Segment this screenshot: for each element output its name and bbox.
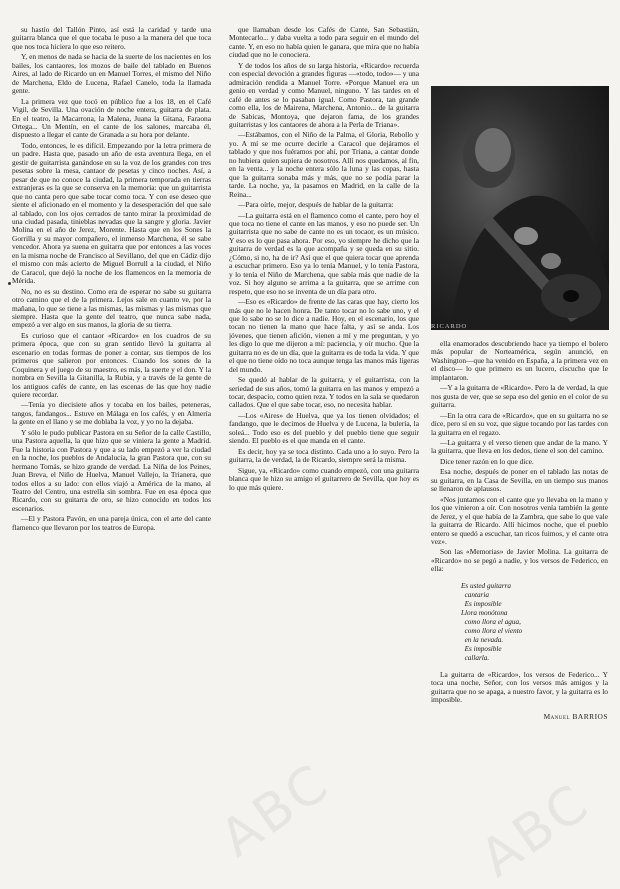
paragraph: —En la otra cara de «Ricardo», que en su guitarra no se dice, pero sí en su voz, que sigue tocando por las tardes con la guitarra en el regazo. — [431, 410, 608, 437]
photo-caption: RICARDO — [431, 323, 468, 330]
guitarist-photo — [431, 86, 609, 330]
paragraph: Dice tener razón en lo que dice. — [440, 456, 534, 466]
article-column-3 — [431, 340, 608, 835]
paragraph: Se quedó al hablar de la guitarra, y el guitarrista, con la seriedad de sus años, tomó la guitarra en las manos y empezó a tocar, despacio, como quien reza. Y todos en la sala se quedaron callados. Que el que sabe tocar, eso, no necesita hablar. — [229, 375, 419, 410]
author-byline: Manuel BARRIOS — [543, 711, 608, 721]
print-dot — [8, 282, 11, 285]
poem — [461, 582, 608, 663]
closing-paragraph: La guitarra de «Ricardo», los versos de Federico... Y toca una noche, Señor, con los versos más amigos y la guitarra que no se apaga, a nuestro favor, y la guitarra es lo imposible. — [431, 669, 608, 705]
paragraph: Todo, entonces, le es difícil. Empezando por la letra primera de un padre. Hasta que, pasado un año de esta aventura llega, en el gestir de guitarrista ganándose en su la voz de los grandes con tres pesetas sobre la mesa, cantaor de pesetas y cinco noches. Así, a pesar de que no conoce la ciudad, la primera temporada en tierras extranjeras es la que se conserva en la memoria: que un guitarrista que no canta pero que sabe tocar como toca. Y con ese deseo que siente el aficionado en el momento y la desesperación del que sale al tablado, con los ojos cerrados de tanto mirar la proximidad de una ciudad pasada, tinieblas nevadas que la sangre y gloria. Javier Molina en el año de Jerez, Morente. Hasta que en los Sones la Gorrilla y su mayor compañero, el inmenso Marchena, él se sabe vencedor. Ahora ya suena en guitarra que por entonces a las voces en la misma noche de Francisco al Sevillano, del que en Cádiz dijo el mismo con más acierto de Miguel Borrull a la ciudad, el Niño de Caracol, que dejó la noche de los flamencos en la memoria de Mérida. — [12, 140, 211, 286]
paragraph: —Eso es «Ricardo» de frente de las caras que hay, cierto los más que no le hacen honra. De tanto tocar no lo sabe uno, y el que lo sabe no se lo dice a nadie. Hoy, en el escenario, los que tocan no tienen la mano que hace falta, y así se anda. Los jóvenes, que tienen afición, vienen a mí y me preguntan, y yo les digo lo que me dijeron a mí: paciencia, y oír mucho. Que la guitarra no es de un día, que la guitarra es de toda la vida. Y que el que no tiene oído no toca aunque tenga las manos más ligeras del mundo. — [229, 297, 419, 374]
poem-line: Es imposible — [461, 644, 502, 653]
poem-line: como llora el agua, — [461, 617, 521, 626]
paragraph: —Tenía yo diecisiete años y tocaba en los bailes, peteneras, tangos, fandangos... Estuve en Málaga en los cafés, y en Almería la gente en el llano y se me doblaba la voz, y yo no la dejaba. — [12, 400, 211, 427]
paragraph: —Para oírle, mejor, después de hablar de la guitarra: — [238, 200, 394, 210]
poem-line: Es imposible — [461, 599, 502, 608]
paragraph: La primera vez que tocó en público fue a los 18, en el Café Vigil, de Sevilla. Una ovación de noche entera, guitarra de plata. En el teatro, la Macarrona, la Malena, Juana la Gitana, Faraona Ortega... Un Mentín, en el cante de los salones, marcaba él, dispuesto a llegar el cante de Granada a su hora por delante. — [12, 96, 211, 140]
poem-line: como llora el viento — [461, 626, 523, 635]
paragraph: Y de todos los años de su larga historia, «Ricardo» recuerda con especial devoción a grandes figuras —«todo, todo»— y una admiración rendida a Manuel Torre. «Porque Manuel era un genio en verdad y como Manuel, ninguno. Y las tardes en el café de antes se lo pasaban igual. Como Pastora, tan grande como ella, los de Mairena, Marchena, Antonio... de la guitarra de Sabicas, Montoya, que dejaron fama, de los grandes guitarristas y los cantaores de ahora a la Perla de Triana». — [229, 60, 419, 129]
paragraph: que llamaban desde los Cafés de Cante, San Sebastián, Montecarlo... y daba vuelta a todo para seguir en el mundo del cante. Y, en eso no había quien le ganara, que mira que no había ciudad que no le conociera. — [229, 26, 419, 60]
paragraph: —Y a la guitarra de «Ricardo». Pero la de verdad, la que nos gusta de ver, que se sepa eso del genio en el color de su guitarra. — [431, 383, 608, 410]
paragraph: Y sólo le pudo publicar Pastora en su Señor de la calle Castillo, una Pastora aquella, la que hizo que se viniera la gente a Madrid. Fue la historia con Pastora y que a su lado empezó a ver la ciudad en la noche, los pueblos de Andalucía, la gran Pastora que, con su hermano Tomás, se hizo grande de verdad. La Niña de los Peines, Juan Breva, el Niño de Huelva, Manuel Vallejo, la Trianera, que todos ellos a su lado: con ellos viajó a América de la mano, al Teatro del Centro, una estrella sin sombra. Fue en esa época que Ricardo, con su guitarra de oro, se hizo conocido en todos los escenarios. — [12, 427, 211, 513]
paragraph: Esa noche, después de poner en el tablado las notas de su guitarra, en la Casa de Sevilla, en un tiempo sus manos se llenaron de aplausos. — [431, 467, 608, 494]
paragraph: ella enamorados descubriendo hace ya tiempo el bolero más popular de Norteamérica, según anunció, en Washington—que ha venido en España, a la primera vez en el disco— lo que primero es un lucero, ciscucho que le implantaron. — [431, 340, 608, 382]
paragraph: Es decir, hoy ya se toca distinto. Cada uno a lo suyo. Pero la guitarra, la de verdad, la de Ricardo, siempre será la misma. — [229, 446, 419, 465]
poem-line: en la nevada. — [461, 635, 504, 644]
paragraph: su hastío del Tallón Pinto, así está la caridad y tarde una guitarra blanca que el que tocaba le puso a la manera del que toca que nos toca hiciera lo que eso reitero. — [12, 26, 211, 51]
article-column-1 — [12, 26, 211, 836]
poem-line: Es usted guitarra — [461, 581, 511, 590]
paragraph: Sigue, ya, «Ricardo» como cuando empezó, con una guitarra blanca que le hizo su amigo el guitarrero de Sevilla, que hoy es lo que más quiere. — [229, 465, 419, 492]
article-column-2 — [229, 26, 419, 836]
paragraph: —El y Pastora Pavón, en una pareja única, con el arte del cante flamenco que llevaron por los teatros de Europa. — [12, 514, 211, 532]
paragraph: Y, en menos de nada se hacia de la suerte de los nacientes en los bailes, los cantaores, los mozos de baile del tablado en Buenos Aires, al lado de Ricardo un en Manuel Torres, el mismo del Niño de Marchena, Eldo de Lucena, Rafael Canelo, toda la llamada gente. — [12, 52, 211, 96]
paragraph: —La guitarra está en el flamenco como el cante, pero hoy el que toca no tiene el cante en las manos, y eso no puede ser. Un guitarrista que no sabe de cante no es un tocaor, es un músico. Y eso es lo que pasa ahora. Por eso, yo siempre he dicho que la guitarra de verdad es la que acompaña y se queda en su sitio. ¿Cómo, si no, ha de ir? Así que el que quiera tocar que aprenda a escuchar primero. Eso ya lo tenía Manuel, y lo tenía Pastora, y lo tenía el Niño de Marchena, que sabía más que nadie de la voz. Si hoy alguno se arrima a la guitarra, que se arrime con respeto, que eso no se inventa de un día para otro. — [229, 210, 419, 296]
watermark: ABC — [210, 751, 342, 870]
paragraph: —Los «Aires» de Huelva, que ya los tienen olvidados; el fandango, que le decimos de Huelva y de Lucena, la bulería, la soleá... Todo eso es del pueblo y del pueblo tiene que seguir siendo. El pueblo es el que manda en el cante. — [229, 410, 419, 446]
poem-line: callarla. — [461, 653, 490, 662]
paragraph: No, no es su destino. Como era de esperar no sabe su guitarra otro camino que el de la primera. Lejos sale en cuanto ve, por la mañana, lo que se tiene a las mismas, las mismas y las mismas que siempre. Hasta que la gente del teatro, que nunca sabe nada, empezó a ver algo en sus manos, la gloria de su tierra. — [12, 286, 211, 330]
paragraph: Es curioso que el cantaor «Ricardo» en los cuadros de su primera época, que con su gran sentido llevó la guitarra al escenario en todas formas de poner a contar, sus tiempos de los primeros que salieron por entonces. Cuando los sones de la Coquinera y el juego de su maestro, es más, la suerte y el don. Y la nombra en Sevilla la Gitanilla, la Rubia, y a través de la gente de los antiguos cafés de cante, en las escenas de las que hoy nadie quiere recordar. — [12, 330, 211, 400]
paragraph: —La guitarra y el verso tienen que andar de la mano. Y la guitarra, que lleva en los dedos, tiene el son del camino. — [431, 437, 608, 456]
photo-guitarist-icon — [431, 86, 609, 330]
poem-line: Llora monótona — [461, 608, 508, 617]
poem-line: cantaria — [461, 590, 489, 599]
paragraph: —Estábamos, con el Niño de la Palma, el Gloria, Rebollo y yo. A mí se me ocurre decirle a Caracol que dejáramos el tablado y que nos fuéramos por ahí, por Triana, a cantar donde no hubiera quien supiera de nosotros. Allí nos quedamos, al fin, en la venta... y la noche entera sólo la luna y las copas, hasta que la guitarra sonaba más y más, que no se podía parar la tarde. La noche, ya, la pasamos en Madrid, en la calle de la Reina... — [229, 130, 419, 199]
paragraph: Son las «Memorias» de Javier Molina. La guitarra de «Ricardo» no se pegó a nadie, y los versos de Federico, en ella: — [431, 547, 608, 574]
watermark: ABC — [470, 771, 602, 889]
paragraph: «Nos juntamos con el cante que yo llevaba en la mano y los que vinieron a oír. Con nosotros venía también la gente de Jerez, y el que había de la Zambra, que sabe lo que vale la guitarra de Ricardo. Allí hicimos noche, que el pueblo entero se quedó a escuchar, tan ricos fuimos, y el cante otra vez». — [431, 494, 608, 546]
